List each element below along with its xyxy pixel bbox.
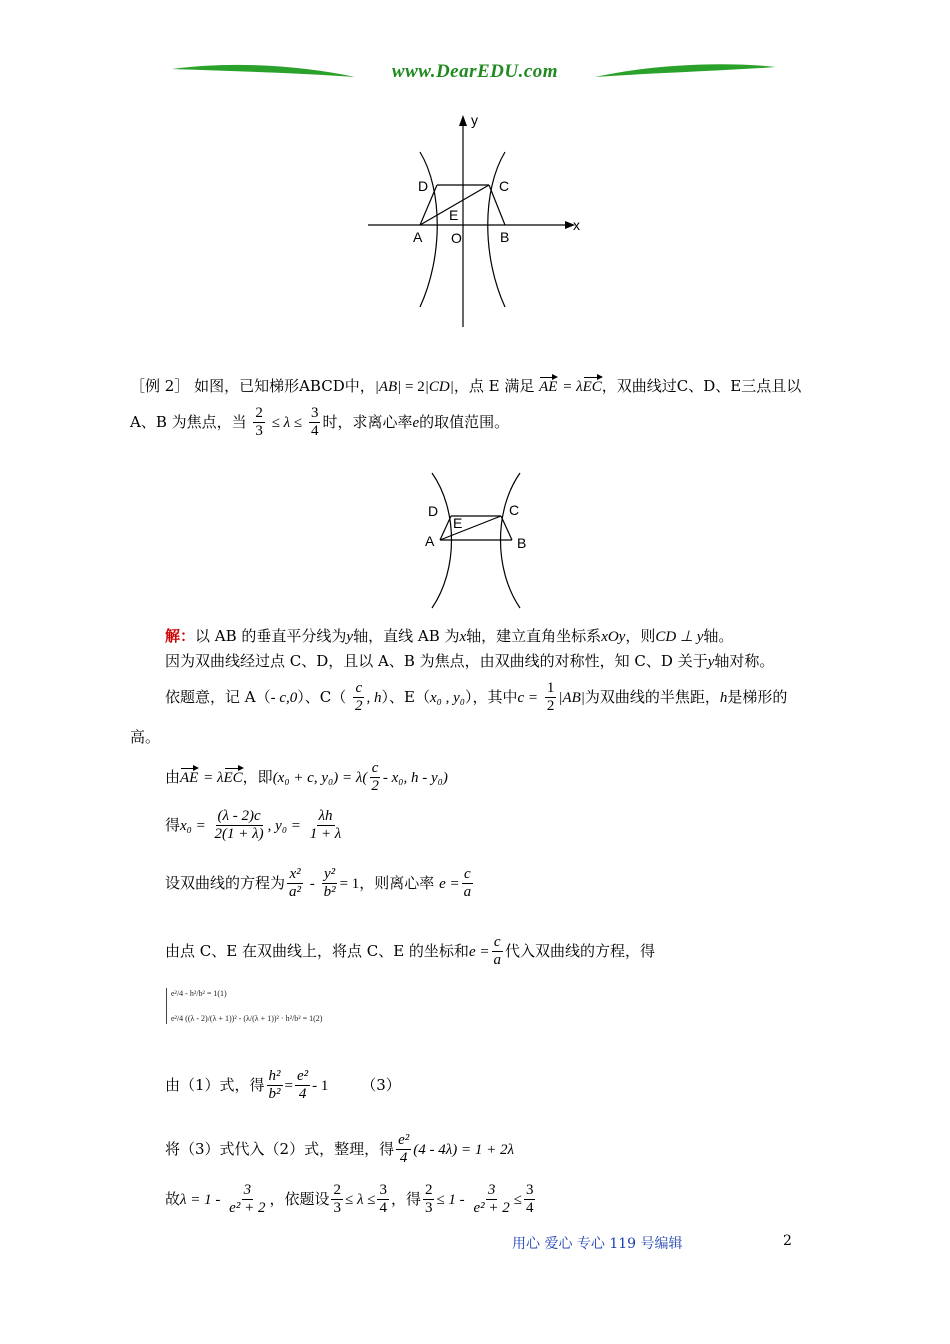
solution-text: 由点 C、E 在双曲线上，将点 C、E 的坐标和 — [165, 941, 469, 960]
fraction-numerator: λh — [317, 808, 335, 826]
solution-text: 轴，直线 AB 为 — [353, 627, 460, 645]
solution-text: 将（3）式代入（2）式，整理，得 — [165, 1139, 395, 1158]
math-inequality: ≤ — [513, 1191, 522, 1208]
problem-text: ，点 E 满足 — [453, 377, 535, 395]
fraction-denominator: b² — [268, 1086, 281, 1103]
vector-ec: EC — [582, 379, 602, 395]
problem-text: ，双曲线过C、D、E三点且以 — [601, 377, 802, 395]
math-minus: - — [309, 875, 315, 892]
fraction-numerator: e² — [396, 1132, 411, 1150]
page-number: 2 — [783, 1233, 792, 1249]
fraction-numerator: c — [370, 760, 381, 778]
fraction — [308, 808, 344, 844]
point-label-o: O — [451, 230, 462, 246]
math-expr: e = — [468, 943, 490, 960]
fraction-denominator: b² — [323, 884, 336, 901]
point-label-e: E — [453, 515, 463, 531]
fraction-numerator: 1 — [545, 680, 557, 698]
problem-line-1: ［例 2］ 如图，已知梯形ABCD中，|AB| = 2|CD|，点 E 满足 AE = λEC，双曲线过C、D、E三点且以 — [130, 377, 802, 395]
fraction-numerator: c — [353, 680, 364, 698]
figure-2-trapezoid-diagram — [420, 470, 535, 612]
math-expr: - x₀, h - y₀) — [382, 769, 448, 786]
segment-cb — [501, 516, 512, 540]
math-expr: = 1 — [339, 875, 360, 892]
math-var: h — [719, 689, 728, 706]
equation-system — [166, 988, 322, 1024]
point-label-a: A — [413, 229, 423, 245]
solution-text: ，依题设 — [269, 1189, 330, 1208]
math-cd: CD — [428, 379, 450, 395]
fraction-denominator: 2(1 + λ) — [214, 826, 264, 843]
solution-text: 轴对称。 — [714, 652, 775, 670]
fraction-denominator: e² + 2 — [473, 1200, 510, 1217]
solution-line-7 — [165, 934, 655, 970]
fraction — [253, 405, 265, 441]
fraction-denominator: 3 — [424, 1200, 433, 1217]
fraction — [462, 866, 474, 902]
point-label-d: D — [418, 178, 429, 194]
vector-ae: AE — [180, 769, 199, 786]
math-expr: c = — [517, 689, 539, 706]
left-hyperbola-branch — [420, 152, 437, 307]
solution-text: 由（1）式，得 — [165, 1075, 265, 1094]
fraction-denominator: 1 + λ — [309, 826, 342, 843]
fraction-denominator: 3 — [333, 1200, 341, 1217]
solution-text: 轴。 — [703, 627, 734, 645]
solution-line-8 — [165, 1068, 401, 1104]
solution-text: 得 — [165, 815, 181, 834]
solution-line-1 — [165, 629, 733, 645]
fraction-denominator: 4 — [525, 1200, 534, 1217]
fraction-numerator: 3 — [309, 405, 321, 423]
fraction-numerator: 2 — [253, 405, 265, 423]
figure-1-coordinate-diagram — [365, 112, 585, 334]
vector-ae: AE — [539, 379, 558, 395]
fraction-numerator: 2 — [423, 1182, 435, 1200]
fraction — [295, 1068, 310, 1104]
point-label-d: D — [428, 503, 439, 519]
solution-line-3: 依题意，记 A（- c,0）、C（ $\frac{c}{2}$ , h）、E（x₀ , y₀），其中c = $\frac{1}{2}$ |AB|为双曲线的半焦距，h是梯形的 — [165, 680, 788, 715]
point-label-a: A — [425, 533, 435, 549]
solution-line-5 — [165, 808, 345, 844]
fraction-denominator: 4 — [399, 1150, 408, 1167]
fraction-numerator: y² — [322, 866, 337, 884]
solution-text: 以 AB 的垂直平分线为 — [195, 627, 347, 645]
math-expr: , h — [366, 689, 382, 706]
fraction — [545, 680, 557, 716]
fraction-denominator: e² + 2 — [229, 1200, 266, 1217]
solution-text: 代入双曲线的方程，得 — [504, 941, 655, 960]
fraction-denominator: 4 — [310, 423, 319, 440]
solution-text: ，得 — [390, 1189, 421, 1208]
fraction-numerator: 3 — [242, 1182, 254, 1200]
fraction-denominator: a² — [289, 884, 302, 901]
math-expr: - c,0 — [270, 689, 298, 706]
fraction — [213, 808, 266, 844]
equation-tag: （3） — [361, 1075, 401, 1094]
problem-text: A、B 为焦点，当 — [130, 412, 247, 431]
fraction-numerator: 3 — [377, 1182, 389, 1200]
solution-line-6 — [165, 866, 475, 902]
fraction — [353, 680, 365, 716]
solution-label: 解： — [165, 627, 196, 645]
solution-text: 依题意，记 A（ — [165, 687, 271, 706]
fraction — [331, 1182, 343, 1218]
solution-text: ）、E（ — [381, 687, 430, 706]
solution-text: 故 — [165, 1189, 181, 1208]
point-label-b: B — [517, 535, 527, 551]
solution-line-4 — [165, 760, 448, 796]
math-inequality: ≤ 1 - — [436, 1191, 465, 1208]
equation-2: e²/4 ((λ - 2)/(λ + 1))² - (λ/(λ + 1))² · h²/b² = 1(2) — [171, 1014, 323, 1023]
fraction-numerator: h² — [267, 1068, 283, 1086]
math-eq: = 2 — [405, 379, 425, 395]
math-expr: , y₀ = — [267, 817, 301, 834]
solution-text: ，则离心率 — [359, 873, 435, 892]
fraction-denominator: a — [463, 884, 472, 901]
fraction — [322, 866, 338, 902]
fraction — [227, 1182, 267, 1218]
fraction-numerator: e² — [295, 1068, 310, 1086]
math-var: x — [459, 629, 467, 645]
solution-text: 是梯形的 — [727, 687, 788, 706]
fraction-numerator: c — [492, 934, 503, 952]
math-expr: λ = 1 - — [180, 1191, 221, 1208]
fraction-denominator: 2 — [546, 698, 555, 715]
fraction-denominator: 2 — [371, 778, 379, 795]
site-banner — [170, 55, 780, 95]
problem-text: 的取值范围。 — [419, 412, 510, 431]
solution-text: ），其中 — [464, 687, 518, 706]
solution-line-10 — [165, 1182, 537, 1218]
equation-1: e²/4 - h²/b² = 1(1) — [171, 989, 227, 998]
fraction — [491, 934, 503, 970]
math-var: y — [707, 654, 715, 670]
solution-text: 为双曲线的半焦距， — [584, 687, 720, 706]
fraction-numerator: 2 — [331, 1182, 343, 1200]
math-ab: AB — [378, 379, 398, 395]
fraction-denominator: 4 — [379, 1200, 387, 1217]
math-eq: = — [284, 1077, 294, 1094]
point-label-c: C — [509, 502, 520, 518]
math-eq-lambda: = λ — [203, 769, 224, 786]
math-var: y — [346, 629, 354, 645]
math-expr: (x₀ + c, y₀) = λ( — [272, 769, 368, 786]
math-inequality: ≤ λ ≤ — [271, 414, 303, 431]
problem-text: ［例 2］ 如图，已知梯形ABCD中， — [130, 377, 375, 395]
math-ab: AB — [562, 689, 581, 706]
fraction — [369, 760, 381, 796]
fraction-denominator: 4 — [298, 1086, 307, 1103]
solution-text: ，即 — [242, 767, 273, 786]
math-inequality: ≤ λ ≤ — [344, 1191, 376, 1208]
fraction — [267, 1068, 283, 1104]
math-var: xOy — [601, 629, 626, 645]
math-expr: (4 - 4λ) = 1 + 2λ — [413, 1141, 514, 1158]
fraction-numerator: 3 — [524, 1182, 536, 1200]
fraction-numerator: x² — [287, 866, 302, 884]
fraction-denominator: 3 — [255, 423, 263, 440]
footer-text: 用心 爱心 专心 119 号编辑 — [512, 1236, 683, 1252]
point-label-c: C — [499, 178, 510, 194]
solution-text: ，则 — [625, 627, 656, 645]
fraction — [396, 1132, 411, 1168]
fraction — [524, 1182, 536, 1218]
fraction-denominator: a — [493, 952, 501, 969]
fraction — [377, 1182, 389, 1218]
solution-text: 由 — [165, 767, 181, 786]
fraction — [287, 866, 303, 902]
site-url[interactable]: www.DearEDU.com — [391, 61, 559, 82]
y-axis-arrow-icon — [459, 115, 467, 126]
math-expr: x₀ , y₀ — [429, 689, 465, 706]
fraction — [309, 405, 321, 441]
solution-text: 设双曲线的方程为 — [165, 873, 286, 892]
fraction — [423, 1182, 435, 1218]
y-axis-label: y — [471, 112, 478, 128]
vector-ec: EC — [223, 769, 243, 786]
math-expr: x₀ = — [180, 817, 206, 834]
problem-text: 时，求离心率 — [322, 412, 413, 431]
solution-line-9 — [165, 1132, 514, 1168]
solution-text: 轴，建立直角坐标系 — [466, 627, 602, 645]
math-e: e — [412, 414, 420, 431]
x-axis-label: x — [573, 217, 580, 233]
solution-line-3-tail: 高。 — [130, 728, 161, 746]
fraction-numerator: 3 — [486, 1182, 498, 1200]
math-expr: - 1 — [312, 1077, 329, 1094]
solution-line-2 — [165, 654, 774, 670]
solution-text: 因为双曲线经过点 C、D，且以 A、B 为焦点，由双曲线的对称性，知 C、D 关于 — [165, 652, 708, 670]
problem-line-2 — [130, 405, 509, 441]
fraction-numerator: (λ - 2)c — [216, 808, 263, 826]
fraction — [471, 1182, 511, 1218]
fraction-denominator: 2 — [355, 698, 363, 715]
math-expr: CD ⊥ y — [655, 629, 704, 645]
fraction-numerator: c — [462, 866, 473, 884]
point-label-b: B — [500, 229, 510, 245]
point-label-e: E — [449, 207, 459, 223]
solution-text: ）、C（ — [297, 687, 347, 706]
math-expr: e = — [439, 875, 460, 892]
math-eq-lambda: = λ — [562, 379, 583, 395]
